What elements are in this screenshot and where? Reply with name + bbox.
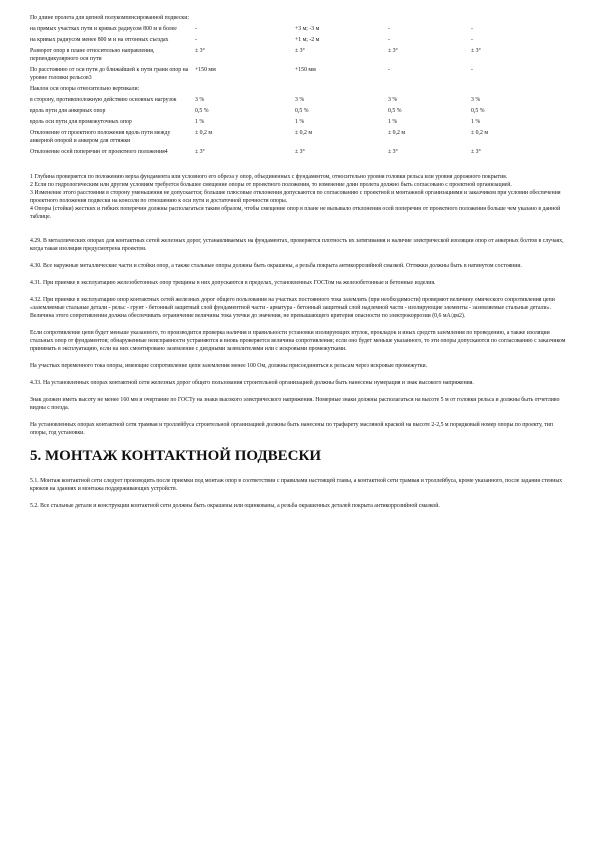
value-cell: - <box>471 67 473 73</box>
value-cell: ± 0,2 м <box>471 130 488 136</box>
value-cell <box>295 14 388 25</box>
value-cell: +1 м; -2 м <box>295 37 320 43</box>
table-row <box>30 66 530 85</box>
paragraph: Знак должен иметь высоту не менее 160 мм и очертание по ГОСТу на знаки высокого электрического напряжения. Номерные знаки должны располагаться на высоте 5 м от головки рельса и должны быть отчетливо видны с поезда. <box>30 397 560 411</box>
paragraph: 5.2. Все стальные детали и конструкции контактной сети должны быть окрашены или оцинкованы, а резьба окрашенных деталей покрыта антикоррозийной смазкой. <box>30 503 440 509</box>
value-cell: - <box>388 37 390 43</box>
table-row <box>30 96 530 107</box>
param-cell: Отклонение осей поперечин от проектного положения4 <box>30 149 168 155</box>
value-cell: 1 % <box>388 119 398 125</box>
value-cell: 3 % <box>388 97 398 103</box>
paragraph: 4.30. Все наружные металлические части и стойки опор, а также стальные опоры должны быть окрашены, а резьба покрыта антикоррозийной смазкой. Оттяжки должны быть в натянутом состоянии. <box>30 263 522 269</box>
value-cell <box>295 85 388 96</box>
table-row <box>30 118 530 129</box>
param-cell: По расстоянию от оси пути до ближайшей к пути грани опор на уровне головки рельсов3 <box>30 67 189 81</box>
value-cell: 0,5 % <box>195 108 209 114</box>
value-cell: ± 0,2 м <box>388 130 405 136</box>
param-cell: на прямых участках пути и кривых радиусом 800 м и более <box>30 26 177 32</box>
value-cell: - <box>195 26 197 32</box>
table-note: 4 Опоры (стойки) жестких и гибких поперечин должны располагаться таким образом, чтобы смещение опор в плане не вызывало отклонения осей поперечин от проектного положения больше чем указано в данной таблице. <box>30 206 561 220</box>
paragraph: На участках переменного тока опоры, имеющие сопротивление цепи заземления менее 100 Ом, должны присоединяться к рельсам через искровые промежутки. <box>30 363 428 369</box>
param-cell: Отклонение от проектного положения вдоль пути между анкерной опорой и анкером для оттяжки <box>30 130 171 144</box>
table-row <box>30 148 530 159</box>
value-cell <box>195 14 295 25</box>
value-cell: - <box>471 37 473 43</box>
value-cell: 0,5 % <box>471 108 485 114</box>
param-cell: вдоль пути для анкерных опор <box>30 108 106 114</box>
param-cell: вдоль оси пути для промежуточных опор <box>30 119 132 125</box>
param-cell: на кривых радиусом менее 800 м и на отгонных съездах <box>30 37 169 43</box>
value-cell <box>388 14 471 25</box>
value-cell: ± 3° <box>388 149 398 155</box>
param-cell: По длине пролета для цепной полукомпенсированной подвески: <box>30 15 189 21</box>
value-cell: 0,5 % <box>295 108 309 114</box>
value-cell: 1 % <box>295 119 305 125</box>
tolerance-table <box>30 14 530 159</box>
value-cell: 1 % <box>471 119 481 125</box>
value-cell: +150 мм <box>295 67 316 73</box>
value-cell: ± 3° <box>295 48 305 54</box>
table-row <box>30 107 530 118</box>
value-cell: 3 % <box>295 97 305 103</box>
value-cell: +150 мм <box>195 67 216 73</box>
table-row <box>30 129 530 148</box>
value-cell: ± 0,2 м <box>295 130 312 136</box>
table-note: 3 Изменение этого расстояния в сторону уменьшения не допускается; большие плюсовые отклонения допускаются по согласованию с проектной и монтажной организациями и заказчиком при условии обеспечения проектного положения подвески на консоли по отношению к оси пути и достаточной прочности опоры. <box>30 190 561 204</box>
value-cell <box>195 85 295 96</box>
paragraph: 4.32. При приемке в эксплуатацию опор контактных сетей железных дорог общего пользования на участках постоянного тока заземлять (при необходимости) проверяют величину омического сопротивления цепи «заземляемые стальные детали - рельс - грунт - бетонный защитный слой фундаментной части - арматура - бетонный защитный слой надземной части - изолирующие элементы - заземляемые стальные детали». Величина этого сопротивления должна обеспечивать ограничение величины тока утечки до значения, не превышающего критерия опасности по электрокоррозии (0,6 мА/дм2). <box>30 297 555 319</box>
param-cell: Наклон оси опоры относительно вертикали: <box>30 86 140 92</box>
value-cell: ± 3° <box>471 48 481 54</box>
section-heading: 5. МОНТАЖ КОНТАКТНОЙ ПОДВЕСКИ <box>30 448 322 464</box>
paragraph: 4.31. При приемке в эксплуатацию железобетонных опор трещины в них допускаются в пределах, установленных ГОСТом на железобетонные и бетонные изделия. <box>30 280 436 286</box>
value-cell: - <box>195 37 197 43</box>
table-row <box>30 25 530 36</box>
value-cell: ± 3° <box>195 48 205 54</box>
value-cell: - <box>388 67 390 73</box>
value-cell: ± 3° <box>195 149 205 155</box>
value-cell: +3 м; -3 м <box>295 26 320 32</box>
value-cell: 0,5 % <box>388 108 402 114</box>
paragraph: Если сопротивление цепи будет меньше указанного, то производится проверка наличия и правильности установки изолирующих втулок, прокладок и иных средств заземления по проведению, а также изоляции стальных опор от фундаментов; обнаруженные неисправности устраняются и вновь проверяется величина сопротивления; если оно будет меньше указанного, то эти опоры допускаются по согласованию с заказчиком принимать в эксплуатацию, если на них смонтировано заземление с диодными заземлителями или с искровыми промежутками. <box>30 330 566 352</box>
paragraph: 5.1. Монтаж контактной сети следует производить после приемки под монтаж опор в соответствии с правилами настоящей главы, а контактной сети трамвая и троллейбуса, кроме указанного, после задания стенных крюков на зданиях и монтажа поддерживающих устройств. <box>30 478 563 492</box>
value-cell <box>388 85 471 96</box>
table-note: 2 Если по гидрологическим или другим условиям требуется большее смещение опоры от проектного положения, то изменение длин пролета должно быть согласовано с проектной организацией. <box>30 182 512 188</box>
value-cell: ± 3° <box>388 48 398 54</box>
value-cell: 3 % <box>195 97 205 103</box>
table-row <box>30 14 530 25</box>
table-row <box>30 47 530 66</box>
value-cell: ± 0,2 м <box>195 130 212 136</box>
document-page <box>30 14 568 519</box>
value-cell: ± 3° <box>471 149 481 155</box>
value-cell: - <box>471 26 473 32</box>
value-cell: ± 3° <box>295 149 305 155</box>
paragraph: 4.33. На установленных опорах контактной сети железных дорог общего пользования строительной организацией должны быть нанесены нумерация и знак высокого напряжения. <box>30 380 474 386</box>
table-row <box>30 85 530 96</box>
value-cell <box>471 85 530 96</box>
paragraph: На установленных опорах контактной сети трамвая и троллейбуса строительной организацией должны быть нанесены по трафарету масляной краской на высоте 2-2,5 м порядковый номер опоры по проекту, тип опоры, год установки. <box>30 422 553 436</box>
table-notes <box>30 173 568 221</box>
table-row <box>30 36 530 47</box>
param-cell: в сторону, противоположную действию основных нагрузок <box>30 97 177 103</box>
param-cell: Разворот опор в плане относительно направления, перпендикулярного оси пути <box>30 48 155 62</box>
table-note: 1 Глубина проверяется по положению верха фундамента или условного его обреза у опор, объединенных с фундаментом, относительно уровня головки рельса или уровня дорожного покрытия. <box>30 174 508 180</box>
value-cell: - <box>388 26 390 32</box>
value-cell: 1 % <box>195 119 205 125</box>
paragraph: 4.29. В металлических опорах для контактных сетей железных дорог, устанавливаемых на фундаментах, проверяется плотность их затягивания и наличие электрической изоляции опор от анкерных болтов в случаях, когда такая изоляция предусмотрена проектом. <box>30 238 564 252</box>
value-cell: 3 % <box>471 97 481 103</box>
value-cell <box>471 14 530 25</box>
